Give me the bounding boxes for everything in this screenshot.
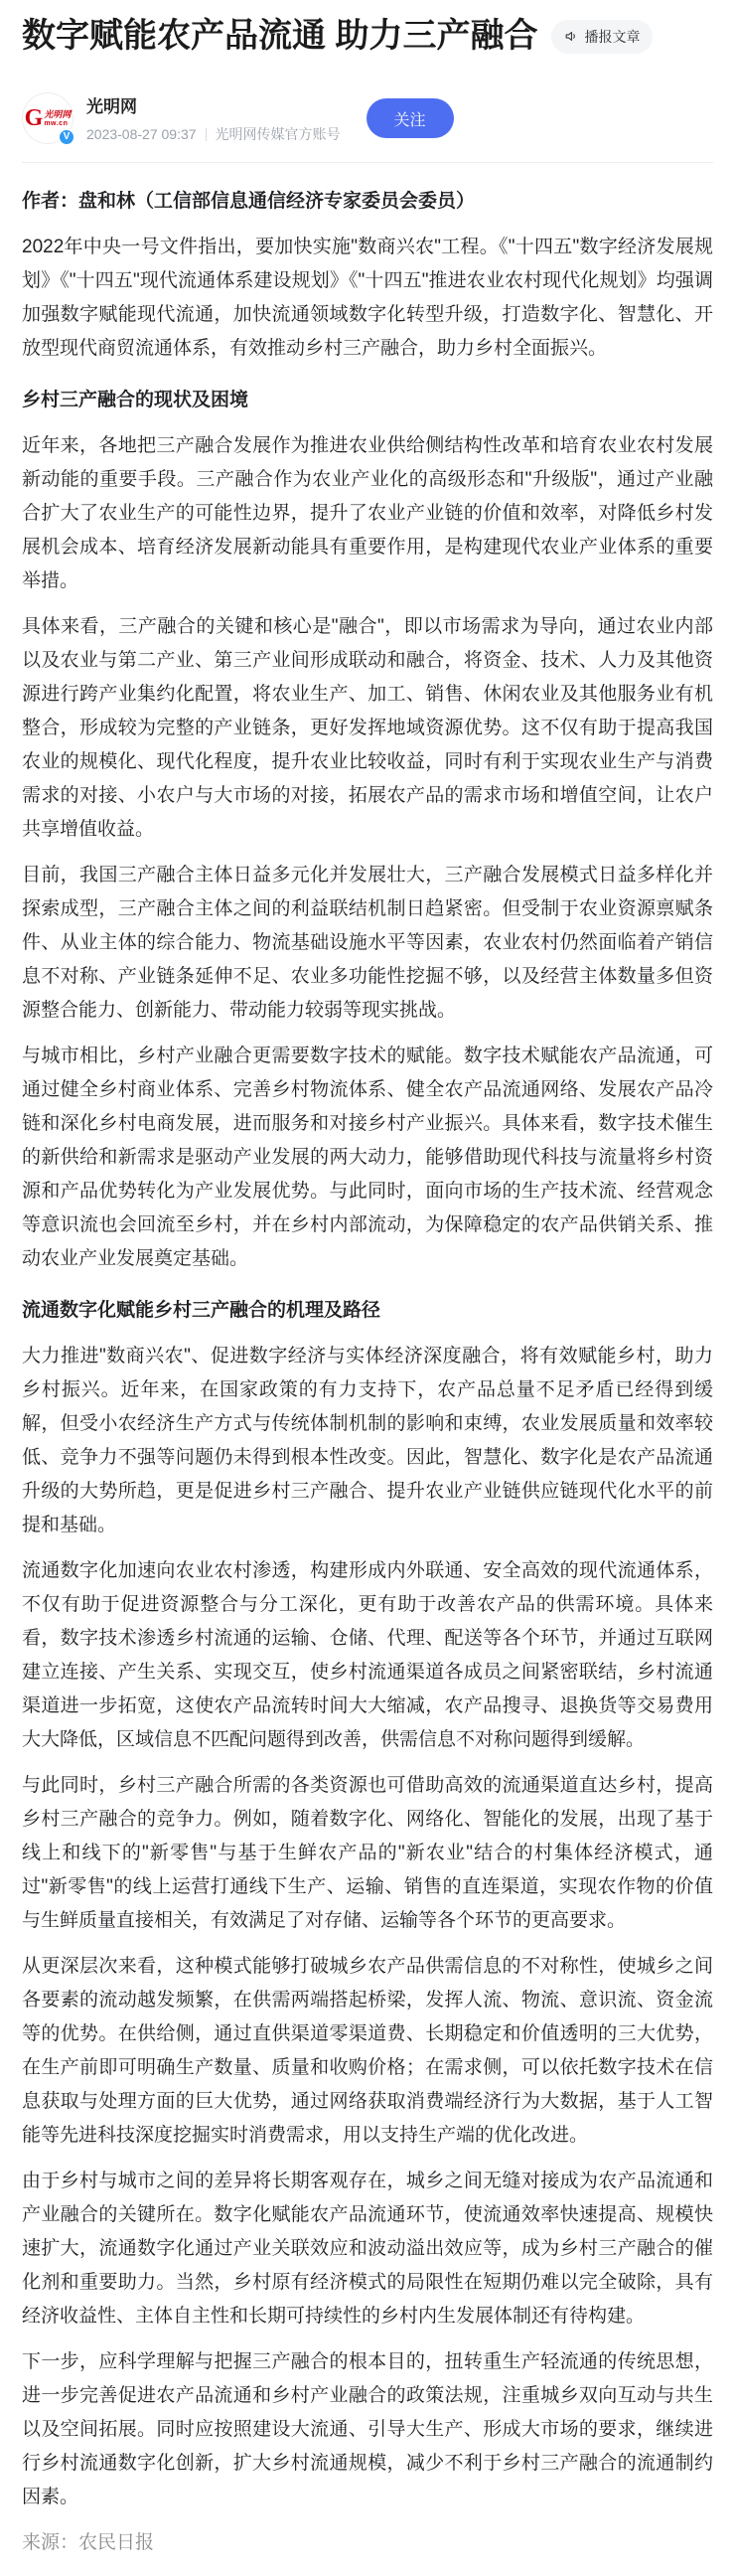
broadcast-article-button[interactable] xyxy=(551,20,653,54)
logo-script-text: 光明网 xyxy=(44,108,72,119)
meta-divider xyxy=(206,128,207,141)
article-paragraph: 与城市相比，乡村产业融合更需要数字技术的赋能。数字技术赋能农产品流通，可通过健全乡村商业体系、完善乡村物流体系、健全农产品流通网络、发展农产品冷链和深化乡村电商发展，进而服务和对接乡村产业振兴。具体来看，数字技术催生的新供给和新需求是驱动产业发展的两大动力，能够借助现代科技与流量将乡村资源和产品优势转化为产业发展优势。与此同时，面向市场的生产技术流、经营观念等意识流也会回流至乡村，并在乡村内部流动，为保障稳定的农产品供销关系、推动农业产业发展奠定基础。 xyxy=(22,1046,713,1270)
article-paragraph: 流通数字化加速向农业农村渗透，构建形成内外联通、安全高效的现代流通体系，不仅有助于促进资源整合与分工深化，更有助于改善农产品的供需环境。具体来看，数字技术渗透乡村流通的运输、仓储、代理、配送等各个环节，并通过互联网建立连接、产生关系、实现交互，使乡村流通渠道各成员之间紧密联结，乡村流通渠道进一步拓宽，这使农产品流转时间大大缩减，农产品搜寻、退换货等交易费用大大降低，区域信息不匹配问题得到改善，供需信息不对称问题得到缓解。 xyxy=(22,1560,713,1751)
article-paragraph: 由于乡村与城市之间的差异将长期客观存在，城乡之间无缝对接成为农产品流通和产业融合的关键所在。数字化赋能农产品流通环节，使流通效率快速提高、规模快速扩大，流通数字化通过产业关联效应和波动溢出效应等，成为乡村三产融合的催化剂和重要助力。当然，乡村原有经济模式的局限性在短期仍难以完全破除，具有经济收益性、主体自主性和长期可持续性的乡村内生发展体制还有待构建。 xyxy=(22,2171,713,2328)
verified-badge-icon: V xyxy=(58,128,75,146)
article-paragraph: 近年来，各地把三产融合发展作为推进农业供给侧结构性改革和培育农业农村发展新动能的重要手段。三产融合作为农业产业化的高级形态和"升级版"，通过产业融合扩大了农业生产的可能性边界，提升了农业产业链的价值和效率，对降低乡村发展机会成本、培育经济发展新动能具有重要作用，是构建现代农业产业体系的重要举措。 xyxy=(22,435,713,592)
gmw-logo-icon xyxy=(25,106,72,130)
follow-button[interactable]: 关注 xyxy=(367,98,454,138)
logo-domain-text: mw.cn xyxy=(44,119,69,127)
source-line: 来源：农民日报 xyxy=(22,2532,155,2554)
author-line: 作者：盘和林（工信部信息通信经济专家委员会委员） xyxy=(22,191,476,213)
section-heading: 流通数字化赋能乡村三产融合的机理及路径 xyxy=(22,1300,381,1322)
publisher-account-desc: 光明网传媒官方账号 xyxy=(215,126,341,143)
article-paragraph: 与此同时，乡村三产融合所需的各类资源也可借助高效的流通渠道直达乡村，提高乡村三产融合的竞争力。例如，随着数字化、网络化、智能化的发展，出现了基于线上和线下的"新零售"与基于生鲜农产品的"新农业"结合的村集体经济模式，通过"新零售"的线上运营打通线下生产、运输、销售的直连渠道，实现农作物的价值与生鲜质量直接相关，有效满足了对存储、运输等各个环节的更高要求。 xyxy=(22,1775,713,1932)
publisher-info xyxy=(86,92,341,144)
article-paragraph: 大力推进"数商兴农"、促进数字经济与实体经济深度融合，将有效赋能乡村，助力乡村振兴。近年来，在国家政策的有力支持下，农产品总量不足矛盾已经得到缓解，但受小农经济生产方式与传统体制机制的影响和束缚，农业发展质量和效率较低、竞争力不强等问题仍未得到根本性改变。因此，智慧化、数字化是农产品流通升级的大势所趋，更是促进乡村三产融合、提升农业产业链供应链现代化水平的前提和基础。 xyxy=(22,1346,713,1536)
article-paragraph: 下一步，应科学理解与把握三产融合的根本目的，扭转重生产轻流通的传统思想，进一步完善促进农产品流通和乡村产业融合的政策法规，注重城乡双向互动与共生以及空间拓展。同时应按照建设大流通、引导大生产、形成大市场的要求，继续进行乡村流通数字化创新，扩大乡村流通规模，减少不利于乡村三产融合的流通制约因素。 xyxy=(22,2351,713,2508)
publisher-name[interactable]: 光明网 xyxy=(86,97,137,117)
speaker-icon xyxy=(564,29,579,44)
broadcast-label: 播报文章 xyxy=(584,28,641,45)
publish-date: 2023-08-27 09:37 xyxy=(86,126,197,143)
article-paragraph: 2022年中央一号文件指出，要加快实施"数商兴农"工程。《"十四五"数字经济发展规划》《"十四五"现代流通体系建设规划》《"十四五"推进农业农村现代化规划》均强调加强数字赋能现代流通，加快流通领域数字化转型升级，打造数字化、智慧化、开放型现代商贸流通体系，有效推动乡村三产融合，助力乡村全面振兴。 xyxy=(22,237,713,360)
page-title: 数字赋能农产品流通 助力三产融合 xyxy=(22,17,538,55)
section-heading: 乡村三产融合的现状及困境 xyxy=(22,390,249,411)
publisher-avatar[interactable] xyxy=(22,92,74,144)
article-body xyxy=(22,185,713,2560)
logo-letter: G xyxy=(24,105,44,132)
publisher-row xyxy=(22,92,713,144)
header-divider xyxy=(22,162,713,163)
title-row xyxy=(22,12,713,61)
article-paragraph: 目前，我国三产融合主体日益多元化并发展壮大，三产融合发展模式日益多样化并探索成型，三产融合主体之间的利益联结机制日趋紧密。但受制于农业资源禀赋条件、从业主体的综合能力、物流基础设施水平等因素，农业农村仍然面临着产销信息不对称、产业链条延伸不足、农业多功能性挖掘不够，以及经营主体数量多但资源整合能力、创新能力、带动能力较弱等现实挑战。 xyxy=(22,865,713,1022)
article-paragraph: 具体来看，三产融合的关键和核心是"融合"，即以市场需求为导向，通过农业内部以及农业与第二产业、第三产业间形成联动和融合，将资金、技术、人力及其他资源进行跨产业集约化配置，将农业生产、加工、销售、休闲农业及其他服务业有机整合，形成较为完整的产业链条，更好发挥地域资源优势。这不仅有助于提高我国农业的规模化、现代化程度，提升农业比较收益，同时有利于实现农业生产与消费需求的对接、小农户与大市场的对接，拓展农产品的需求市场和增值空间，让农户共享增值收益。 xyxy=(22,616,713,841)
article-paragraph: 从更深层次来看，这种模式能够打破城乡农产品供需信息的不对称性，使城乡之间各要素的流动越发频繁，在供需两端搭起桥梁，发挥人流、物流、意识流、资金流等的优势。在供给侧，通过直供渠道零渠道费、长期稳定和价值透明的三大优势，在生产前即可明确生产数量、质量和收购价格；在需求侧，可以依托数字技术在信息获取与处理方面的巨大优势，通过网络获取消费端经济行为大数据，基于人工智能等先进科技深度挖掘实时消费需求，用以支持生产端的优化改进。 xyxy=(22,1956,713,2147)
publisher-meta xyxy=(86,124,341,144)
